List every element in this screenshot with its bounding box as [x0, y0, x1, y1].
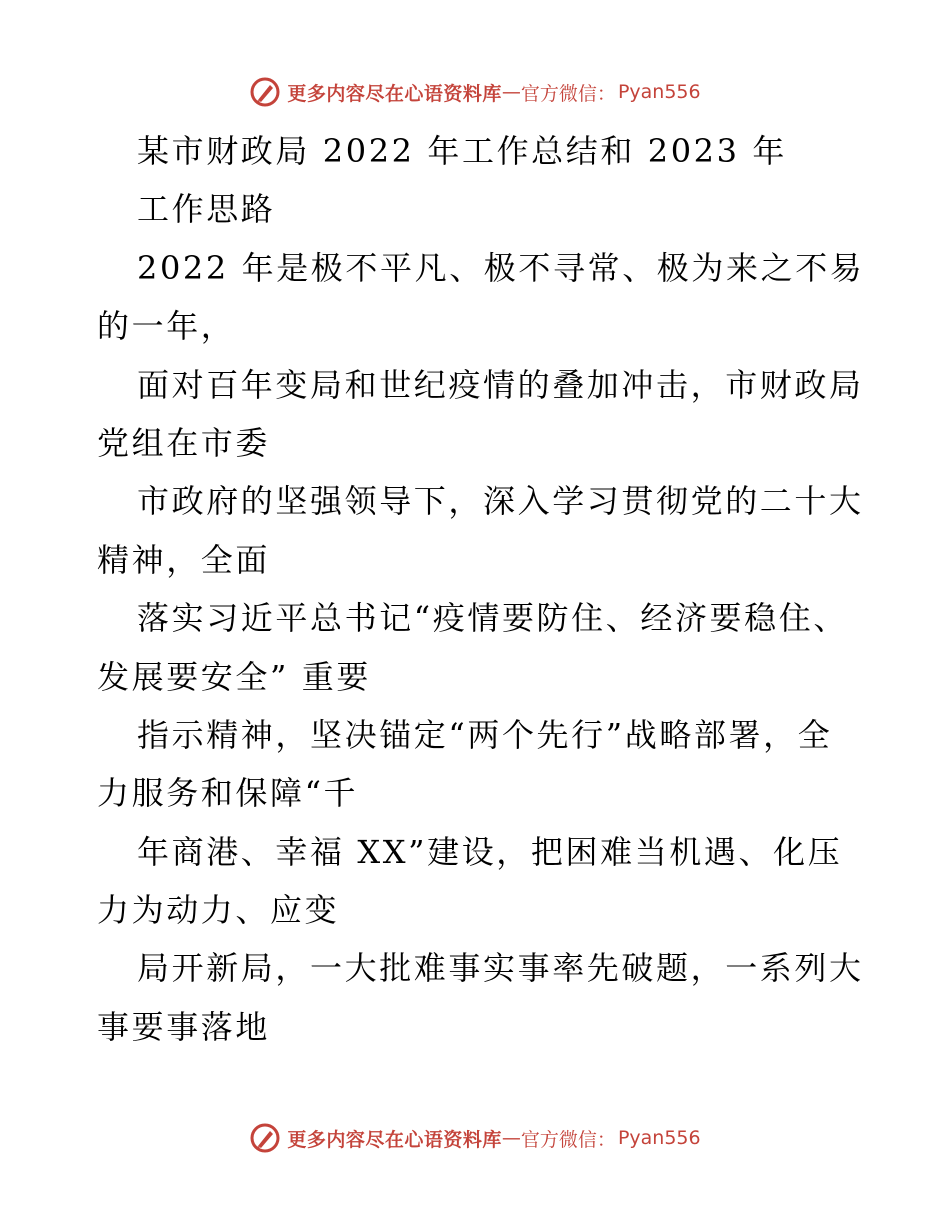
paragraph-line: 落实习近平总书记“疫情要防住、经济要稳住、: [137, 599, 848, 638]
paragraph-line: 面对百年变局和世纪疫情的叠加冲击，市财政局: [137, 365, 864, 404]
paragraph-line: 精神，全面: [97, 540, 271, 579]
paragraph-line: 年商港、幸福 XX”建设，把困难当机遇、化压: [137, 832, 843, 871]
paragraph-line: 党组在市委: [97, 423, 271, 462]
paragraph-line: 力服务和保障“千: [97, 774, 359, 813]
paragraph-line: 发展要安全” 重要: [97, 657, 371, 696]
banner-wechat-id: Pyan556: [617, 81, 701, 103]
banner-wechat-id: Pyan556: [617, 1127, 701, 1149]
pen-logo-icon: [249, 1122, 281, 1154]
banner-text: 更多内容尽在心语资料库: [287, 82, 502, 105]
document-title: 某市财政局 2022 年工作总结和 2023 年: [137, 132, 787, 170]
document-body: [97, 122, 865, 1056]
paragraph-line: 力为动力、应变: [97, 891, 340, 930]
footer-banner: [0, 1118, 950, 1158]
paragraph-line: 的一年，: [97, 307, 236, 346]
paragraph-line: 局开新局，一大批难事实事率先破题，一系列大: [137, 949, 864, 988]
banner-text: 更多内容尽在心语资料库: [287, 1128, 502, 1151]
paragraph-line: 指示精神，坚决锚定“两个先行”战略部署，全: [137, 715, 833, 754]
document-title: 工作思路: [137, 190, 276, 229]
paragraph-line: 2022 年是极不平凡、极不寻常、极为来之不易: [137, 248, 865, 287]
banner-wechat-label: 官方微信：: [520, 1128, 616, 1151]
banner-wechat-label: 官方微信：: [520, 82, 616, 105]
paragraph-line: 市政府的坚强领导下，深入学习贯彻党的二十大: [137, 482, 864, 521]
banner-separator: —: [501, 81, 521, 103]
header-banner: [0, 72, 950, 112]
paragraph-line: 事要事落地: [97, 1007, 271, 1046]
pen-logo-icon: [249, 76, 281, 108]
banner-separator: —: [501, 1127, 521, 1149]
